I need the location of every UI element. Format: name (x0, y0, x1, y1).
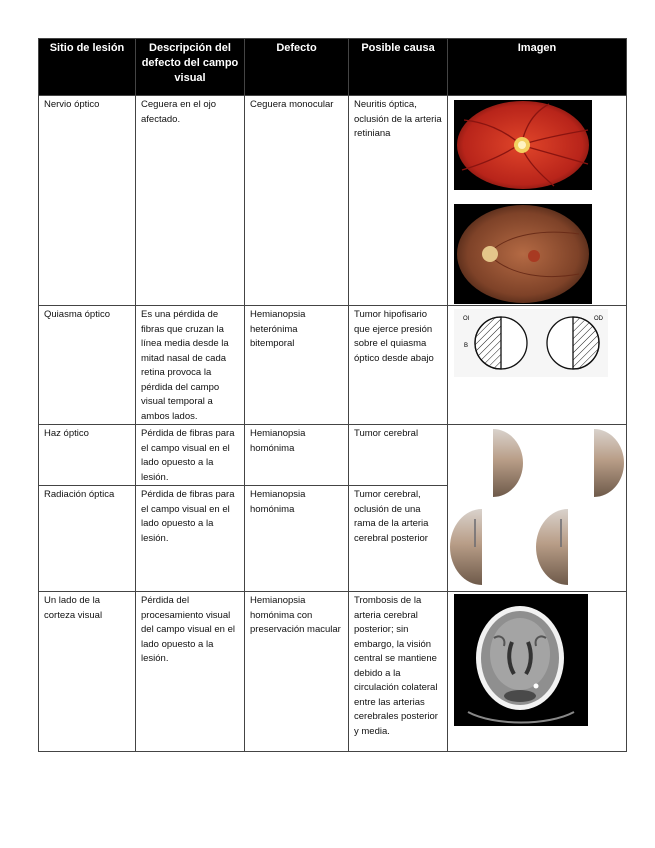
cell-site: Nervio óptico (39, 96, 136, 306)
visual-field-defects-table (38, 38, 627, 752)
cell-site: Haz óptico (39, 425, 136, 486)
brain-ct-scan (454, 594, 588, 726)
field-label-side: B (464, 343, 469, 349)
table-row (39, 96, 627, 306)
cell-defect: Hemianopsia heterónima bitemporal (245, 306, 349, 425)
cell-cause: Tumor hipofisario que ejerce presión sobre el quiasma óptico desde abajo (349, 306, 448, 425)
cell-site: Un lado de la corteza visual (39, 592, 136, 752)
header-row (39, 39, 627, 96)
cell-image (448, 96, 627, 306)
cell-cause: Tumor cerebral, oclusión de una rama de la arteria cerebral posterior (349, 486, 448, 592)
cell-cause: Neuritis óptica, oclusión de la arteria retiniana (349, 96, 448, 306)
header-image: Imagen (448, 39, 627, 96)
table-row (39, 425, 627, 486)
header-cause: Posible causa (349, 39, 448, 96)
cell-image (448, 425, 627, 592)
bitemporal-field-diagram (454, 309, 608, 377)
table-row (39, 592, 627, 752)
header-site: Sitio de lesión (39, 39, 136, 96)
homonymous-hemianopia-photos (448, 425, 626, 585)
header-defect: Defecto (245, 39, 349, 96)
cell-site: Radiación óptica (39, 486, 136, 592)
cell-defect: Hemianopsia homónima (245, 486, 349, 592)
field-label-left: OI (463, 316, 470, 322)
cell-description: Es una pérdida de fibras que cruzan la línea media desde la mitad nasal de cada retina provoca la pérdida del campo visual temporal a ambos lados. (136, 306, 245, 425)
cell-defect: Hemianopsia homónima con preservación macular (245, 592, 349, 752)
cell-description: Ceguera en el ojo afectado. (136, 96, 245, 306)
fundus-photo-normal (454, 100, 592, 190)
cell-image (448, 592, 627, 752)
cell-description: Pérdida de fibras para el campo visual en el lado opuesto a la lesión. (136, 425, 245, 486)
cell-cause: Trombosis de la arteria cerebral posterior; sin embargo, la visión central se mantiene debido a la circulación colateral entre las arterias cerebrales posterior y media. (349, 592, 448, 752)
cell-defect: Hemianopsia homónima (245, 425, 349, 486)
cell-description: Pérdida del procesamiento visual del campo visual en el lado opuesto a la lesión. (136, 592, 245, 752)
header-description: Descripción del defecto del campo visual (136, 39, 245, 96)
cell-image (448, 306, 627, 425)
cell-description: Pérdida de fibras para el campo visual en el lado opuesto a la lesión. (136, 486, 245, 592)
cell-cause: Tumor cerebral (349, 425, 448, 486)
table-row (39, 306, 627, 425)
fundus-photo-pale-disc (454, 204, 592, 304)
field-label-right: OD (594, 316, 603, 322)
cell-site: Quiasma óptico (39, 306, 136, 425)
cell-defect: Ceguera monocular (245, 96, 349, 306)
